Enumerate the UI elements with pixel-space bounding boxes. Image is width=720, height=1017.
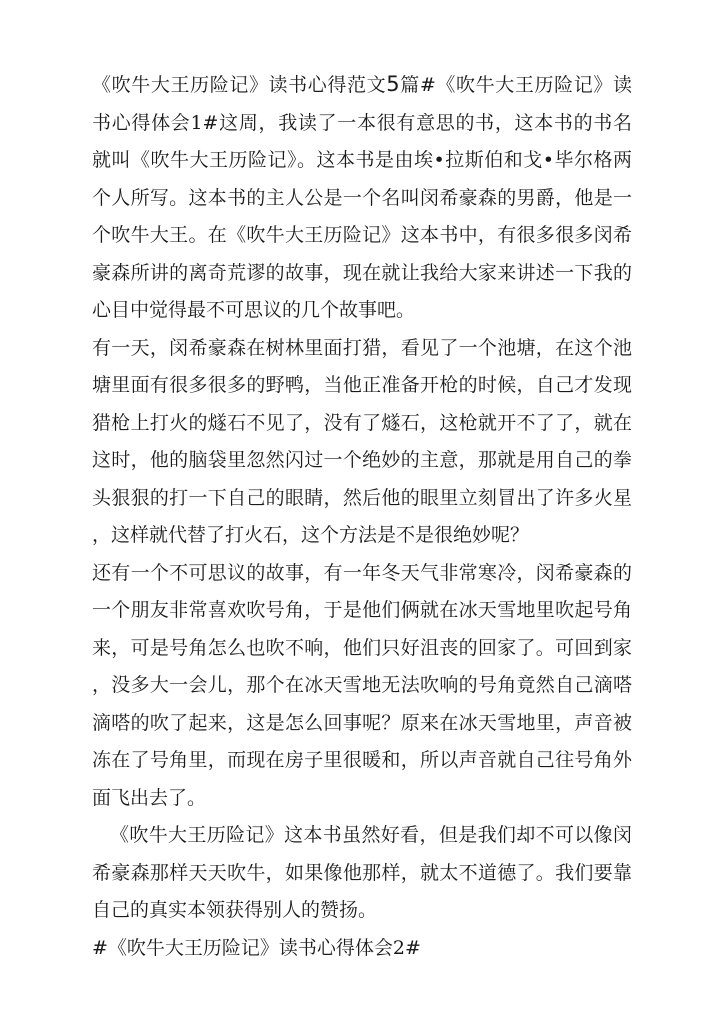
paragraph-conclusion: 《吹牛大王历险记》这本书虽然好看，但是我们却不可以像闵希豪森那样天天吹牛，如果像他那样，就太不道德了。我们要靠自己的真实本领获得别人的赞扬。	[92, 824, 632, 921]
document-title: 《吹牛大王历险记》读书心得范文	[92, 74, 387, 96]
paragraph-intro	[92, 66, 632, 330]
document-body	[92, 66, 632, 967]
title-count: 5	[386, 72, 400, 96]
paragraph-intro-text: #《吹牛大王历险记》读书心得体会1#这周，我读了一本很有意思的书，这本书的书名就叫《吹牛大王历险记》。这本书是由埃•拉斯伯和戈•毕尔格两个人所写。这本书的主人公是一个名叫闵希豪森的男爵，他是一个吹牛大王。在《吹牛大王历险记》这本书中，有很多很多闵希豪森所讲的离奇荒谬的故事，现在就让我给大家来讲述一下我的心目中觉得最不可思议的几个故事吧。	[92, 74, 632, 321]
section-heading-2: #《吹牛大王历险记》读书心得体会2#	[92, 936, 421, 959]
title-suffix: 篇	[399, 74, 420, 96]
paragraph-hunting-story: 有一天，闵希豪森在树林里面打猎，看见了一个池塘，在这个池塘里面有很多很多的野鸭，当他正准备开枪的时候，自己才发现猎枪上打火的燧石不见了，没有了燧石，这枪就开不了了，就在这时，他的脑袋里忽然闪过一个绝妙的主意，那就是用自己的拳头狠狠的打一下自己的眼睛，然后他的眼里立刻冒出了许多火星，这样就代替了打火石，这个方法是不是很绝妙呢？	[92, 336, 632, 546]
paragraph-horn-story: 还有一个不可思议的故事，有一年冬天气非常寒冷，闵希豪森的一个朋友非常喜欢吹号角，于是他们俩就在冰天雪地里吹起号角来，可是号角怎么也吹不响，他们只好沮丧的回家了。可回到家，没多大一会儿，那个在冰天雪地无法吹响的号角竟然自己滴嗒滴嗒的吹了起来，这是怎么回事呢？原来在冰天雪地里，声音被冻在了号角里，而现在房子里很暖和，所以声音就自己往号角外面飞出去了。	[92, 561, 632, 809]
